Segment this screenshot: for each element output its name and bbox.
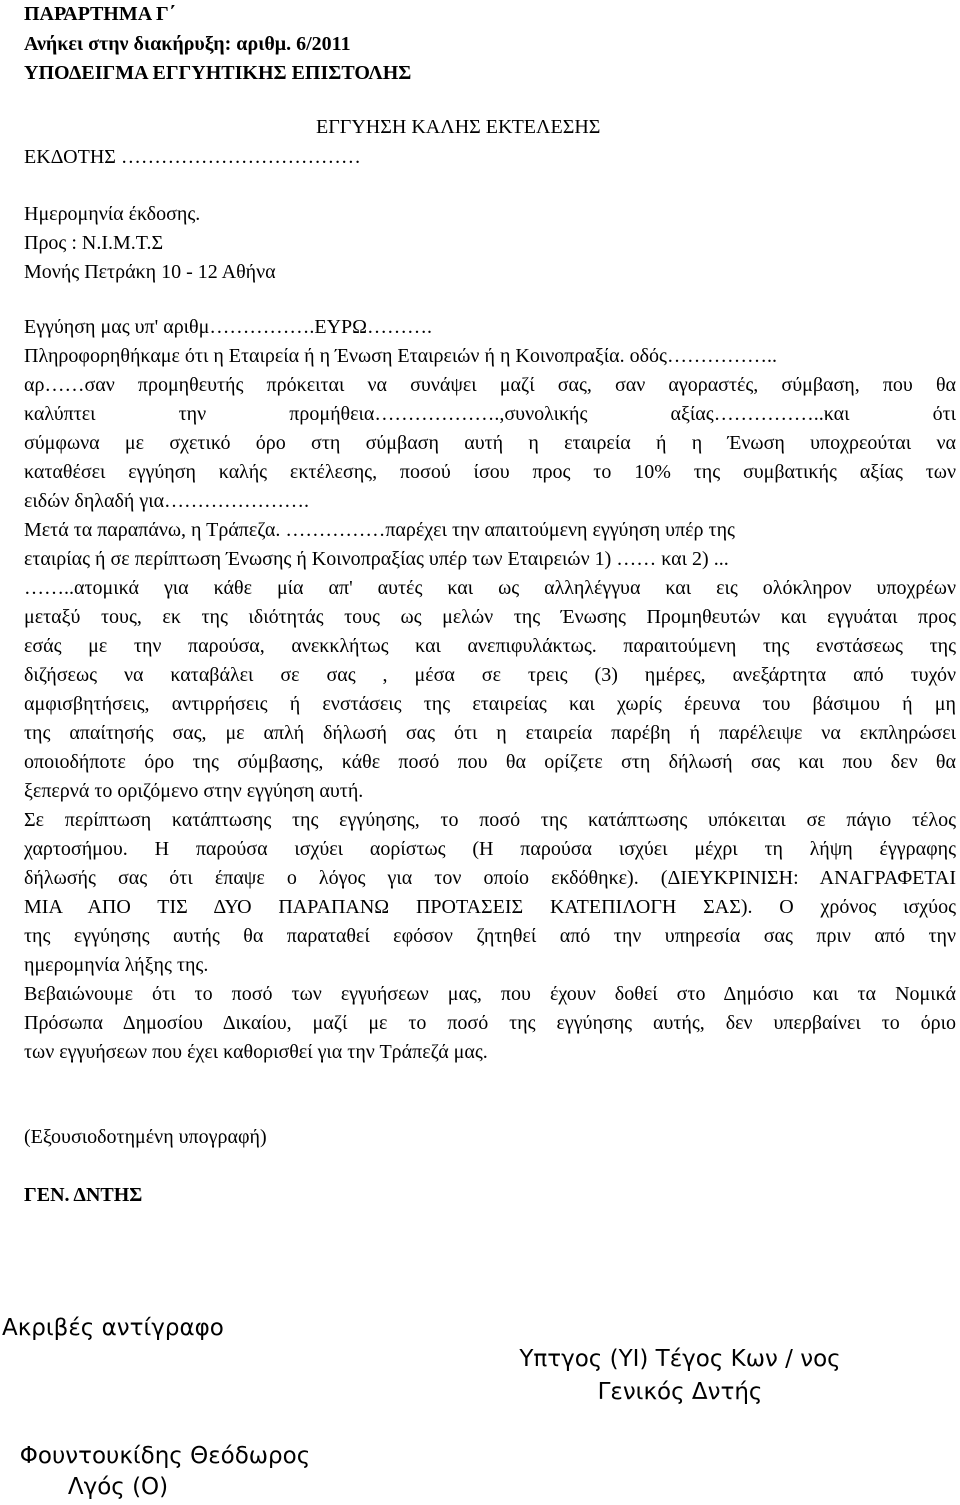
body-line: αρ……σαν προμηθευτής πρόκειται να συνάψει μαζί σας, σαν αγοραστές, σύμβαση, που θα	[24, 374, 956, 396]
issue-date-line: Ημερομηνία έκδοσης.	[24, 203, 201, 225]
body-line: ειδών δηλαδή για………………….	[24, 490, 310, 512]
clerk-name: Φουντουκίδης Θεόδωρος	[19, 1443, 311, 1469]
body-line: Μετά τα παραπάνω, η Τράπεζα. ……………παρέχει την απαιτούμενη εγγύηση υπέρ της	[24, 519, 735, 541]
body-line: ΜΙΑ ΑΠΟ ΤΙΣ ΔΥΟ ΠΑΡΑΠΑΝΩ ΠΡΟΤΑΣΕΙΣ ΚΑΤΕΠΙΛΟΓΗ ΣΑΣ). Ο χρόνος ισχύος	[24, 896, 956, 918]
signatory-role: ΓΕΝ. ΔΝΤΗΣ	[24, 1184, 143, 1206]
body-line: οποιοδήποτε όρο της σύμβασης, κάθε ποσό που θα ορίζετε στη δήλωσή σας και που δεν θα	[24, 751, 956, 773]
body-line: χαρτοσήμου. Η παρούσα ισχύει αορίστως (Η παρούσα ισχύει μέχρι τη λήψη έγγραφης	[24, 838, 956, 860]
body-line: Σε περίπτωση κατάπτωσης της εγγύησης, το ποσό της κατάπτωσης υπόκειται σε πάγιο τέλος	[24, 809, 956, 831]
body-line: ……..ατομικά για κάθε μία απ' αυτές και ως αλληλέγγυα και εις ολόκληρον υποχρέων	[24, 577, 956, 599]
recipient-address: Μονής Πετράκη 10 - 12 Αθήνα	[24, 261, 276, 283]
true-copy-label: Ακριβές αντίγραφο	[2, 1315, 224, 1341]
authorized-signature-note: (Εξουσιοδοτημένη υπογραφή)	[24, 1126, 267, 1148]
body-line: μεταξύ τους, εκ της ιδιότητάς τους ως μελών της Ένωσης Προμηθευτών και εγγυάται προς	[24, 606, 956, 628]
body-line: της απαίτησής σας, με απλή δήλωσή σας ότι η εταιρεία παρέβη ή παρέλειψε να εκπληρώσει	[24, 722, 956, 744]
body-line: Εγγύηση μας υπ' αριθμ…………….ΕΥΡΩ……….	[24, 316, 433, 338]
body-line: αμφισβητήσεις, αντιρρήσεις ή ενστάσεις της εταιρείας και χωρίς έρευνα του βάσιμου ή μη	[24, 693, 956, 715]
body-line: διζήσεως να καταβάλει σε σας , μέσα σε τρεις (3) ημέρες, ανεξάρτητα από τυχόν	[24, 664, 956, 686]
body-line: ξεπερνά το οριζόμενο στην εγγύηση αυτή.	[24, 780, 364, 802]
body-line: καταθέσει εγγύηση καλής εκτέλεσης, ποσού ίσου προς το 10% της συμβατικής αξίας των	[24, 461, 956, 483]
body-line: δήλωσής σας ότι έπαψε ο λόγος για τον οποίο εκδόθηκε). (ΔΙΕΥΚΡΙΝΙΣΗ: ΑΝΑΓΡΑΦΕΤΑΙ	[24, 867, 956, 889]
body-line: σύμφωνα με σχετικό όρο στη σύμβαση αυτή η εταιρεία ή η Ένωση υποχρεούται να	[24, 432, 956, 454]
issuer-line: ΕΚΔΟΤΗΣ ………………………………	[24, 146, 361, 168]
body-line: ημερομηνία λήξης της.	[24, 954, 209, 976]
guarantee-type-heading: ΕΓΓΥΗΣΗ ΚΑΛΗΣ ΕΚΤΕΛΕΣΗΣ	[316, 116, 601, 138]
certifier-title: Γενικός Δντής	[597, 1379, 763, 1405]
body-line: Πληροφορηθήκαμε ότι η Εταιρεία ή η Ένωση Εταιρειών ή η Κοινοπραξία. οδός……………..	[24, 345, 777, 367]
clerk-rank: Λγός (Ο)	[67, 1474, 169, 1500]
appendix-title: ΠΑΡΑΡΤΗΜΑ Γ΄	[24, 3, 176, 25]
body-line: καλύπτει την προμήθεια……………….,συνολικής αξίας……………..και ότι	[24, 403, 956, 425]
body-line: Βεβαιώνουμε ότι το ποσό των εγγυήσεων μας, που έχουν δοθεί στο Δημόσιο και τα Νομικά	[24, 983, 956, 1005]
body-line: της εγγύησης αυτής θα παραταθεί εφόσον ζητηθεί από την υπηρεσία σας πριν από την	[24, 925, 956, 947]
tender-reference: Ανήκει στην διακήρυξη: αριθμ. 6/2011	[24, 33, 351, 55]
body-line: των εγγυήσεων που έχει καθορισθεί για την Τράπεζά μας.	[24, 1041, 488, 1063]
certifier-name: Υπτγος (ΥΙ) Τέγος Κων / νος	[519, 1346, 841, 1372]
document-title: ΥΠΟΔΕΙΓΜΑ ΕΓΓΥΗΤΙΚΗΣ ΕΠΙΣΤΟΛΗΣ	[24, 62, 412, 84]
body-line: εσάς με την παρούσα, ανεκκλήτως και ανεπιφυλάκτως. παραιτούμενη της ενστάσεως της	[24, 635, 956, 657]
recipient-line: Προς : Ν.Ι.Μ.Τ.Σ	[24, 232, 164, 254]
body-line: Πρόσωπα Δημοσίου Δικαίου, μαζί με το ποσό της εγγύησης αυτής, δεν υπερβαίνει το όριο	[24, 1012, 956, 1034]
body-line: εταιρίας ή σε περίπτωση Ένωσης ή Κοινοπραξίας υπέρ των Εταιρειών 1) …… και 2) ...	[24, 548, 729, 570]
